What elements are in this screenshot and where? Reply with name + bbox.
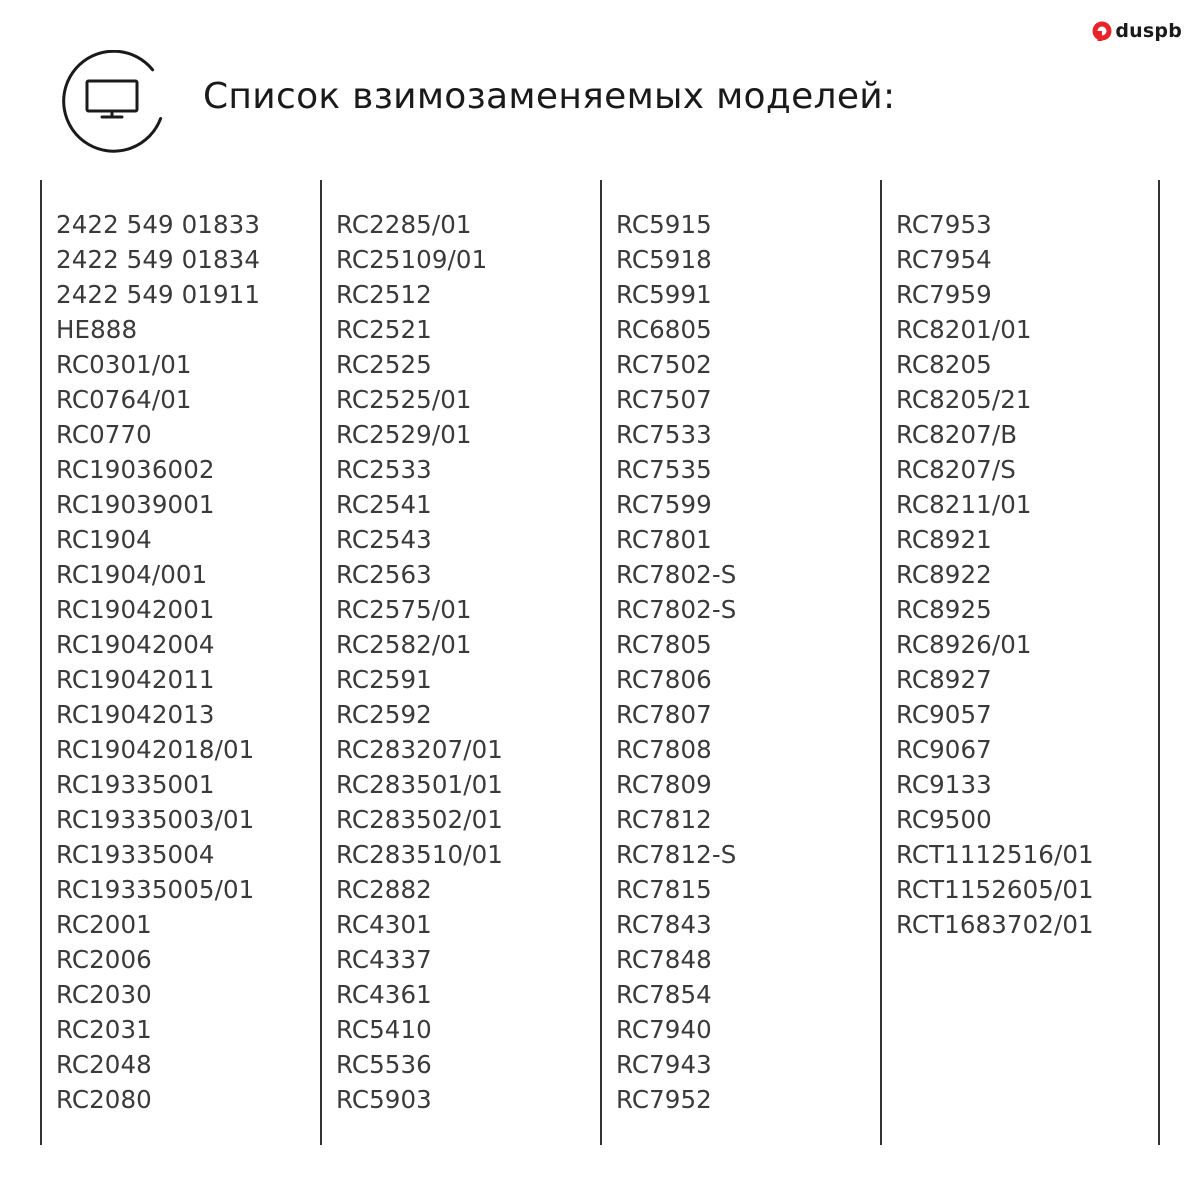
model-item: RC9057 [896, 700, 992, 729]
model-item: RC9500 [896, 805, 992, 834]
model-item: RC2525 [336, 350, 432, 379]
page-title: Список взимозаменяемых моделей: [203, 76, 896, 117]
model-item: RC8927 [896, 665, 992, 694]
model-item: 2422 549 01834 [56, 245, 261, 274]
model-item: RC19042018/01 [56, 735, 255, 764]
model-item: RC19335003/01 [56, 805, 255, 834]
model-item: RC19039001 [56, 490, 215, 519]
model-item: RC283510/01 [336, 840, 503, 869]
model-item: RC2582/01 [336, 630, 472, 659]
model-item: RC1904/001 [56, 560, 208, 589]
model-item: RC2533 [336, 455, 432, 484]
model-item: RC8207/B [896, 420, 1018, 449]
model-item: RC8925 [896, 595, 992, 624]
model-item: RC8922 [896, 560, 992, 589]
model-item: RC7807 [616, 700, 712, 729]
brand-mark-icon [1092, 21, 1112, 41]
model-item: RC7599 [616, 490, 712, 519]
model-item: RC2001 [56, 910, 152, 939]
model-item: RC7943 [616, 1050, 712, 1079]
model-item: RC19042001 [56, 595, 215, 624]
model-item: RC2080 [56, 1085, 152, 1114]
model-item: RC2575/01 [336, 595, 472, 624]
brand-name: duspb [1115, 20, 1182, 42]
model-item: RC0301/01 [56, 350, 192, 379]
model-item: RC2543 [336, 525, 432, 554]
model-item: RC5903 [336, 1085, 432, 1114]
model-item: RC8201/01 [896, 315, 1032, 344]
model-item: RC2031 [56, 1015, 152, 1044]
model-item: RC0764/01 [56, 385, 192, 414]
model-item: RC283502/01 [336, 805, 503, 834]
model-item: RC7806 [616, 665, 712, 694]
model-item: RC19335001 [56, 770, 215, 799]
model-item: RC2030 [56, 980, 152, 1009]
model-item: RC7808 [616, 735, 712, 764]
model-item: RC8921 [896, 525, 992, 554]
model-item: 2422 549 01833 [56, 210, 261, 239]
model-item: RCT1112516/01 [896, 840, 1094, 869]
model-item: RC2285/01 [336, 210, 472, 239]
model-item: RC7802-S [616, 560, 737, 589]
model-item: RC9067 [896, 735, 992, 764]
tv-monitor-icon [60, 50, 166, 156]
model-item: RC19335004 [56, 840, 215, 869]
model-item: RC7954 [896, 245, 992, 274]
model-item: RC4337 [336, 945, 432, 974]
model-item: 2422 549 01911 [56, 280, 261, 309]
model-item: RCT1152605/01 [896, 875, 1094, 904]
model-item: RC7953 [896, 210, 992, 239]
models-table [40, 180, 1160, 1145]
model-item: RC7502 [616, 350, 712, 379]
model-item: RC283207/01 [336, 735, 503, 764]
model-item: RC7805 [616, 630, 712, 659]
model-item: RC2048 [56, 1050, 152, 1079]
model-item: HE888 [56, 315, 138, 344]
model-item: RC19036002 [56, 455, 215, 484]
model-item: RC7801 [616, 525, 712, 554]
model-item: RC7959 [896, 280, 992, 309]
model-item: RCT1683702/01 [896, 910, 1094, 939]
model-item: RC283501/01 [336, 770, 503, 799]
model-item: RC8207/S [896, 455, 1016, 484]
model-item: RC9133 [896, 770, 992, 799]
model-item: RC25109/01 [336, 245, 488, 274]
model-item: RC5991 [616, 280, 712, 309]
model-item: RC4361 [336, 980, 432, 1009]
models-column-3 [600, 180, 880, 1145]
model-item: RC0770 [56, 420, 152, 449]
model-item: RC2882 [336, 875, 432, 904]
model-item: RC2006 [56, 945, 152, 974]
models-column-1 [40, 180, 320, 1145]
model-item: RC2512 [336, 280, 432, 309]
models-column-2 [320, 180, 600, 1145]
models-column-4 [880, 180, 1160, 1145]
model-item: RC7812 [616, 805, 712, 834]
model-item: RC2525/01 [336, 385, 472, 414]
model-item: RC7809 [616, 770, 712, 799]
model-item: RC2563 [336, 560, 432, 589]
model-item: RC2592 [336, 700, 432, 729]
model-item: RC7843 [616, 910, 712, 939]
model-item: RC7848 [616, 945, 712, 974]
model-item: RC8926/01 [896, 630, 1032, 659]
model-item: RC8205 [896, 350, 992, 379]
model-item: RC7940 [616, 1015, 712, 1044]
model-item: RC7854 [616, 980, 712, 1009]
model-item: RC7952 [616, 1085, 712, 1114]
model-item: RC19042004 [56, 630, 215, 659]
model-item: RC7533 [616, 420, 712, 449]
model-item: RC19042013 [56, 700, 215, 729]
model-item: RC1904 [56, 525, 152, 554]
model-item: RC19335005/01 [56, 875, 255, 904]
model-item: RC5918 [616, 245, 712, 274]
model-item: RC4301 [336, 910, 432, 939]
model-item: RC19042011 [56, 665, 215, 694]
model-item: RC7535 [616, 455, 712, 484]
model-item: RC2521 [336, 315, 432, 344]
model-item: RC6805 [616, 315, 712, 344]
model-item: RC8205/21 [896, 385, 1032, 414]
model-item: RC7812-S [616, 840, 737, 869]
model-item: RC2541 [336, 490, 432, 519]
model-item: RC2591 [336, 665, 432, 694]
model-item: RC2529/01 [336, 420, 472, 449]
brand-logo [1092, 18, 1182, 44]
model-item: RC7507 [616, 385, 712, 414]
model-item: RC8211/01 [896, 490, 1032, 519]
model-item: RC5536 [336, 1050, 432, 1079]
model-item: RC5410 [336, 1015, 432, 1044]
model-item: RC5915 [616, 210, 712, 239]
model-item: RC7815 [616, 875, 712, 904]
model-item: RC7802-S [616, 595, 737, 624]
